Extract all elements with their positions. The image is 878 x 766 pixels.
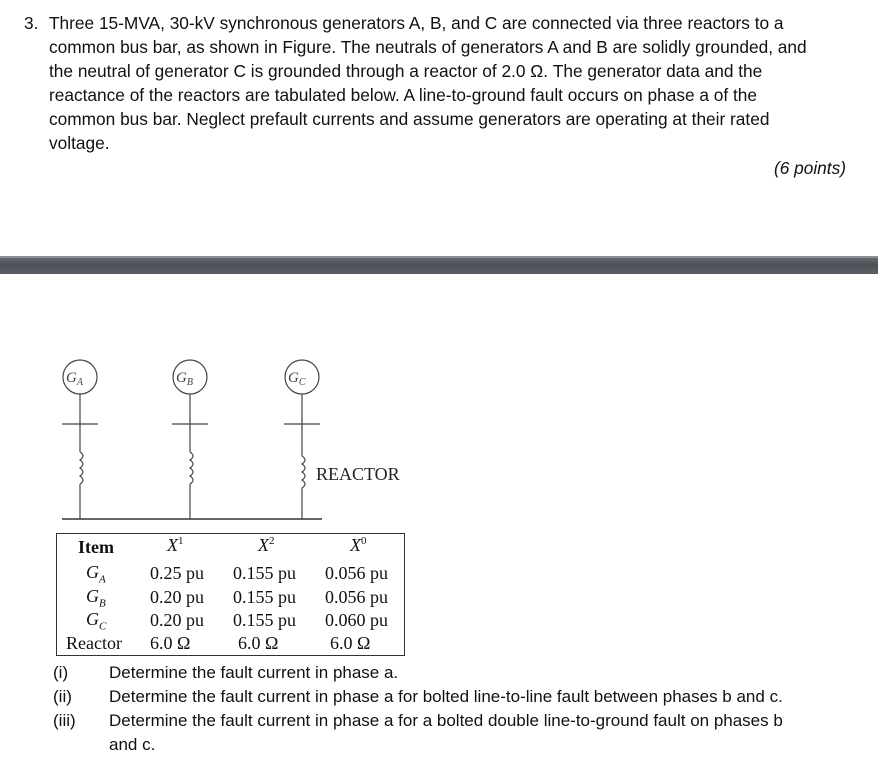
table-row-item: $G_A$ — [86, 562, 106, 586]
problem-text-line: voltage. — [49, 133, 110, 153]
table-header-x2: $X^2$ — [258, 535, 275, 555]
reactor-label: REACTOR — [316, 464, 400, 484]
table-header-item: Item — [78, 537, 114, 557]
question-text: Determine the fault current in phase a. — [109, 663, 399, 682]
generator-c — [284, 360, 320, 519]
table-cell-x1: 6.0 Ω — [150, 633, 191, 653]
question-text: Determine the fault current in phase a for a bolted double line-to-ground fault on phases b — [109, 711, 783, 730]
table-cell-x2: 0.155 pu — [233, 563, 296, 583]
question-number: (i) — [53, 663, 69, 682]
table-cell-x2: 6.0 Ω — [238, 633, 279, 653]
table-cell-x1: 0.20 pu — [150, 587, 204, 607]
table-cell-x1: 0.20 pu — [150, 610, 204, 630]
problem-text-line: reactance of the reactors are tabulated below. A line-to-ground fault occurs on phase a of the — [49, 85, 758, 105]
generator-b-main: G — [176, 370, 187, 386]
table-header-x0: $X^0$ — [350, 535, 367, 555]
table-cell-x0: 0.056 pu — [325, 563, 388, 583]
problem-number: 3. — [24, 13, 39, 33]
problem-text-line: common bus bar, as shown in Figure. The neutrals of generators A and B are solidly grounded, and — [49, 37, 807, 57]
table-cell-x0: 6.0 Ω — [330, 633, 371, 653]
divider-band-highlight — [0, 256, 878, 258]
generator-b-sub: B — [186, 377, 193, 388]
table-cell-x2: 0.155 pu — [233, 587, 296, 607]
table-row-item: $G_C$ — [86, 609, 107, 633]
problem-text-line: the neutral of generator C is grounded through a reactor of 2.0 Ω. The generator data and the — [49, 61, 763, 81]
generator-c-main: G — [288, 370, 299, 386]
table-cell-x2: 0.155 pu — [233, 610, 296, 630]
divider-band — [0, 256, 878, 274]
problem-text-line: Three 15-MVA, 30-kV synchronous generators A, B, and C are connected via three reactors to a — [49, 13, 784, 33]
question-number: (ii) — [53, 687, 72, 706]
circuit-figure — [0, 330, 878, 530]
table-row-item: $G_B$ — [86, 586, 106, 610]
table-header-x1: $X^1$ — [167, 535, 184, 555]
generator-a-main: G — [66, 370, 77, 386]
generator-c-sub: C — [298, 377, 306, 388]
table-cell-x1: 0.25 pu — [150, 563, 204, 583]
points-label: (6 points) — [773, 158, 846, 178]
question-text: Determine the fault current in phase a for bolted line-to-line fault between phases b and c. — [109, 687, 783, 706]
question-number: (iii) — [53, 711, 76, 730]
generator-a — [62, 360, 98, 519]
question-text: and c. — [109, 735, 156, 754]
problem-text-line: common bus bar. Neglect prefault currents and assume generators are operating at their rated — [49, 109, 770, 129]
table-cell-x0: 0.056 pu — [325, 587, 388, 607]
generator-b — [172, 360, 208, 519]
table-cell-x0: 0.060 pu — [325, 610, 388, 630]
generator-a-sub: A — [76, 377, 83, 388]
table-row-item: Reactor — [66, 633, 122, 653]
